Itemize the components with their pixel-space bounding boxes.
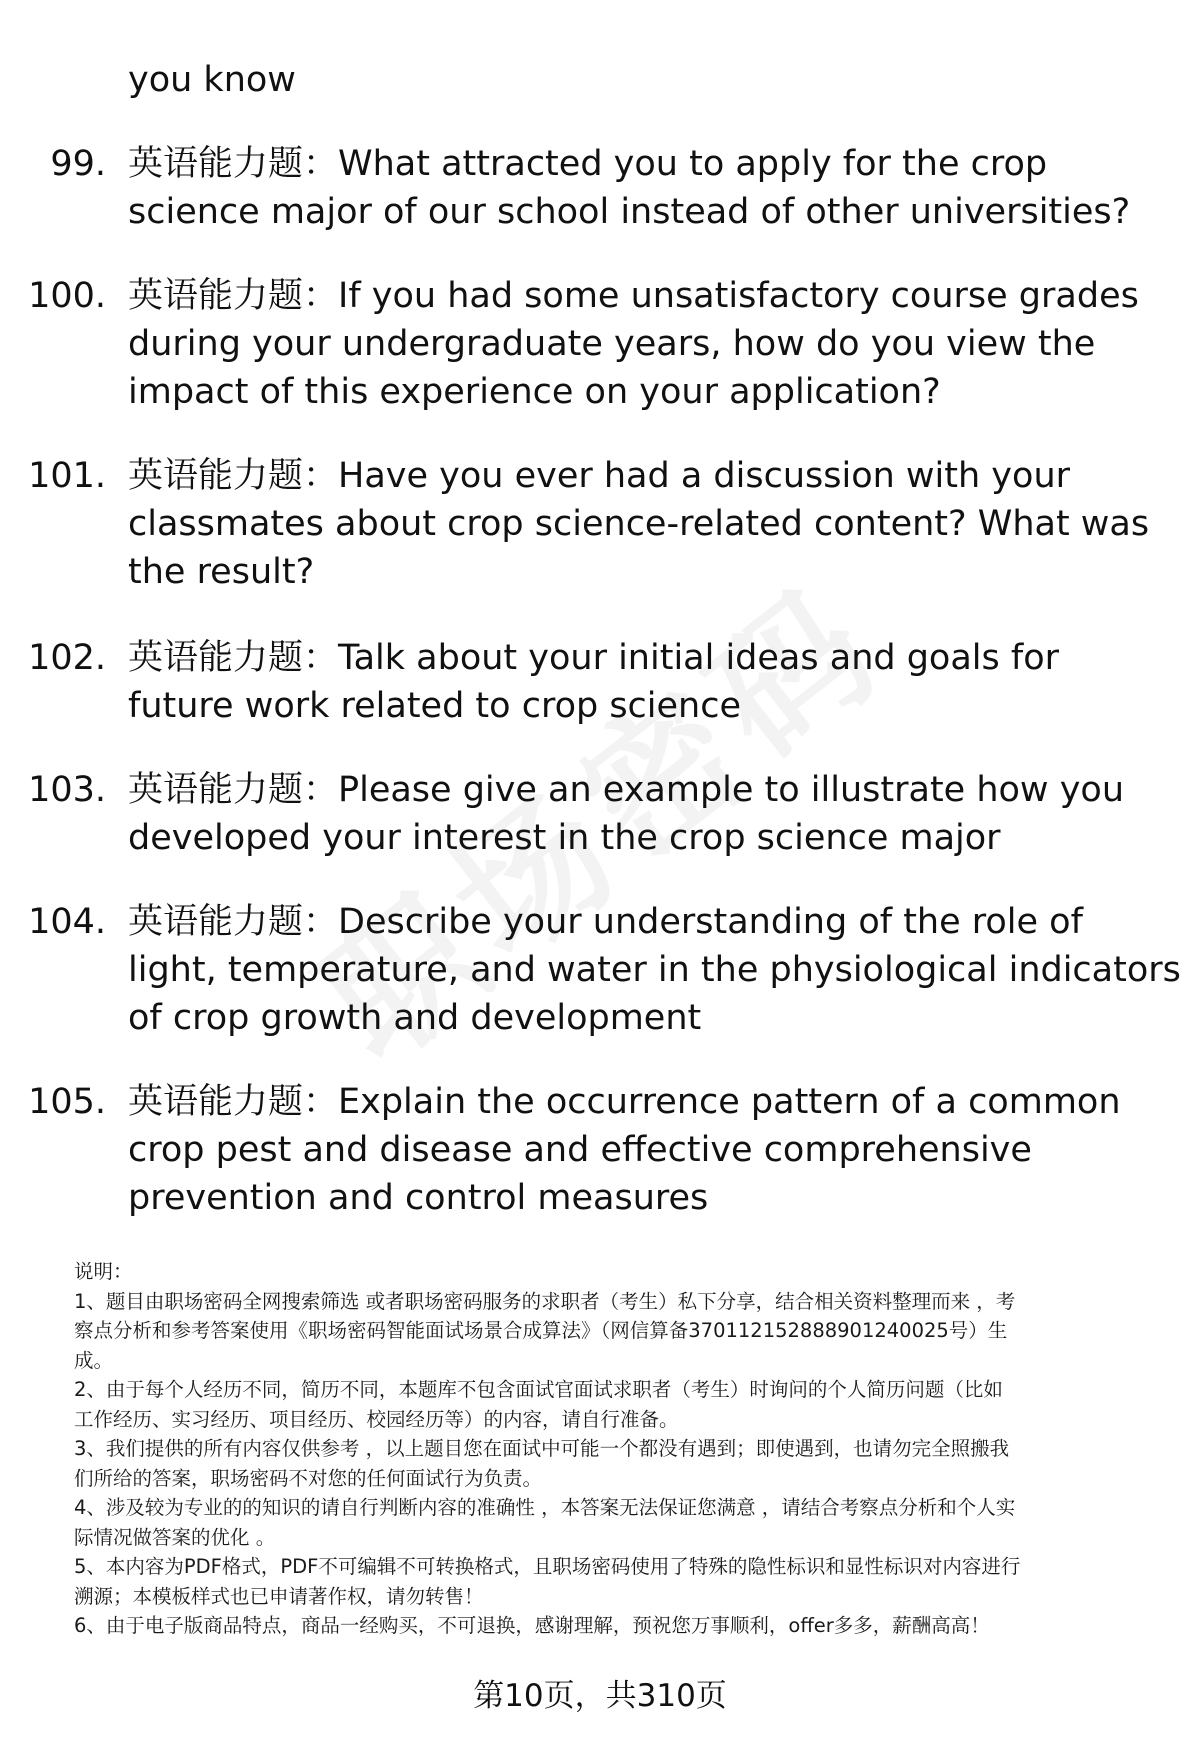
- question-line: the result?: [128, 552, 315, 592]
- question-text: [128, 1078, 1188, 1222]
- question-line: prevention and control measures: [128, 1178, 709, 1218]
- question-line: of crop growth and development: [128, 998, 702, 1038]
- question-line: 英语能力题：Explain the occurrence pattern of a common: [128, 1082, 1121, 1122]
- note-line: 成。: [74, 1348, 114, 1372]
- question-line: classmates about crop science-related content? What was: [128, 504, 1150, 544]
- continued-answer-text: you know: [128, 60, 296, 100]
- note-line: 们所给的答案，职场密码不对您的任何面试行为负责。: [74, 1466, 543, 1490]
- notes-heading: 说明：: [74, 1260, 133, 1283]
- question-number: 102.: [28, 638, 106, 678]
- question-line: impact of this experience on your application?: [128, 372, 941, 412]
- question-number: 100.: [28, 276, 106, 316]
- question-text: [128, 898, 1188, 1042]
- question-text: [128, 272, 1188, 416]
- note-line: 1、题目由职场密码全网搜索筛选 或者职场密码服务的求职者（考生）私下分享，结合相关资料整理而来 ，考: [74, 1289, 1016, 1313]
- question-text: [128, 634, 1188, 730]
- disclaimer-notes: [74, 1257, 1154, 1641]
- question-line: 英语能力题：If you had some unsatisfactory course grades: [128, 276, 1139, 316]
- note-line: 4、涉及较为专业的的知识的请自行判断内容的准确性 ，本答案无法保证您满意 ，请结合考察点分析和个人实: [74, 1496, 1016, 1519]
- question-number: 103.: [28, 770, 106, 810]
- question-text: [128, 140, 1188, 236]
- note-line: 际情况做答案的优化 。: [74, 1525, 276, 1549]
- question-line: light, temperature, and water in the physiological indicators: [128, 950, 1181, 990]
- question-line: during your undergraduate years, how do you view the: [128, 324, 1096, 364]
- note-line: 溯源；本模板样式也已申请著作权，请勿转售！: [74, 1584, 484, 1608]
- note-line: 3、我们提供的所有内容仅供参考 ，以上题目您在面试中可能一个都没有遇到；即使遇到，也请勿完全照搬我: [74, 1437, 1010, 1460]
- page-number: 第10页，共310页: [473, 1678, 727, 1714]
- question-line: 英语能力题：Describe your understanding of the role of: [128, 902, 1083, 942]
- question-text: [128, 452, 1188, 596]
- question-line: crop pest and disease and effective comprehensive: [128, 1130, 1032, 1170]
- question-line: developed your interest in the crop science major: [128, 818, 1001, 858]
- question-number: 104.: [28, 902, 106, 942]
- question-number: 99.: [50, 144, 106, 184]
- question-line: future work related to crop science: [128, 686, 742, 726]
- question-text: [128, 766, 1188, 862]
- question-line: 英语能力题：What attracted you to apply for the crop: [128, 144, 1048, 184]
- question-line: 英语能力题：Talk about your initial ideas and goals for: [128, 638, 1060, 678]
- question-line: 英语能力题：Please give an example to illustrate how you: [128, 770, 1124, 810]
- note-line: 工作经历、实习经历、项目经历、校园经历等）的内容，请自行准备。: [74, 1407, 679, 1431]
- note-line: 6、由于电子版商品特点，商品一经购买，不可退换，感谢理解，预祝您万事顺利，offer多多，薪酬高高！: [74, 1614, 990, 1637]
- question-line: 英语能力题：Have you ever had a discussion with your: [128, 456, 1071, 496]
- note-line: 察点分析和参考答案使用《职场密码智能面试场景合成算法》（网信算备370112152888901240025号）生: [74, 1319, 1008, 1342]
- note-line: 5、本内容为PDF格式，PDF不可编辑不可转换格式，且职场密码使用了特殊的隐性标识和显性标识对内容进行: [74, 1555, 1021, 1578]
- question-line: science major of our school instead of other universities?: [128, 192, 1131, 232]
- question-number: 105.: [28, 1082, 106, 1122]
- question-number: 101.: [28, 456, 106, 496]
- note-line: 2、由于每个人经历不同，简历不同，本题库不包含面试官面试求职者（考生）时询问的个人简历问题（比如: [74, 1378, 1003, 1401]
